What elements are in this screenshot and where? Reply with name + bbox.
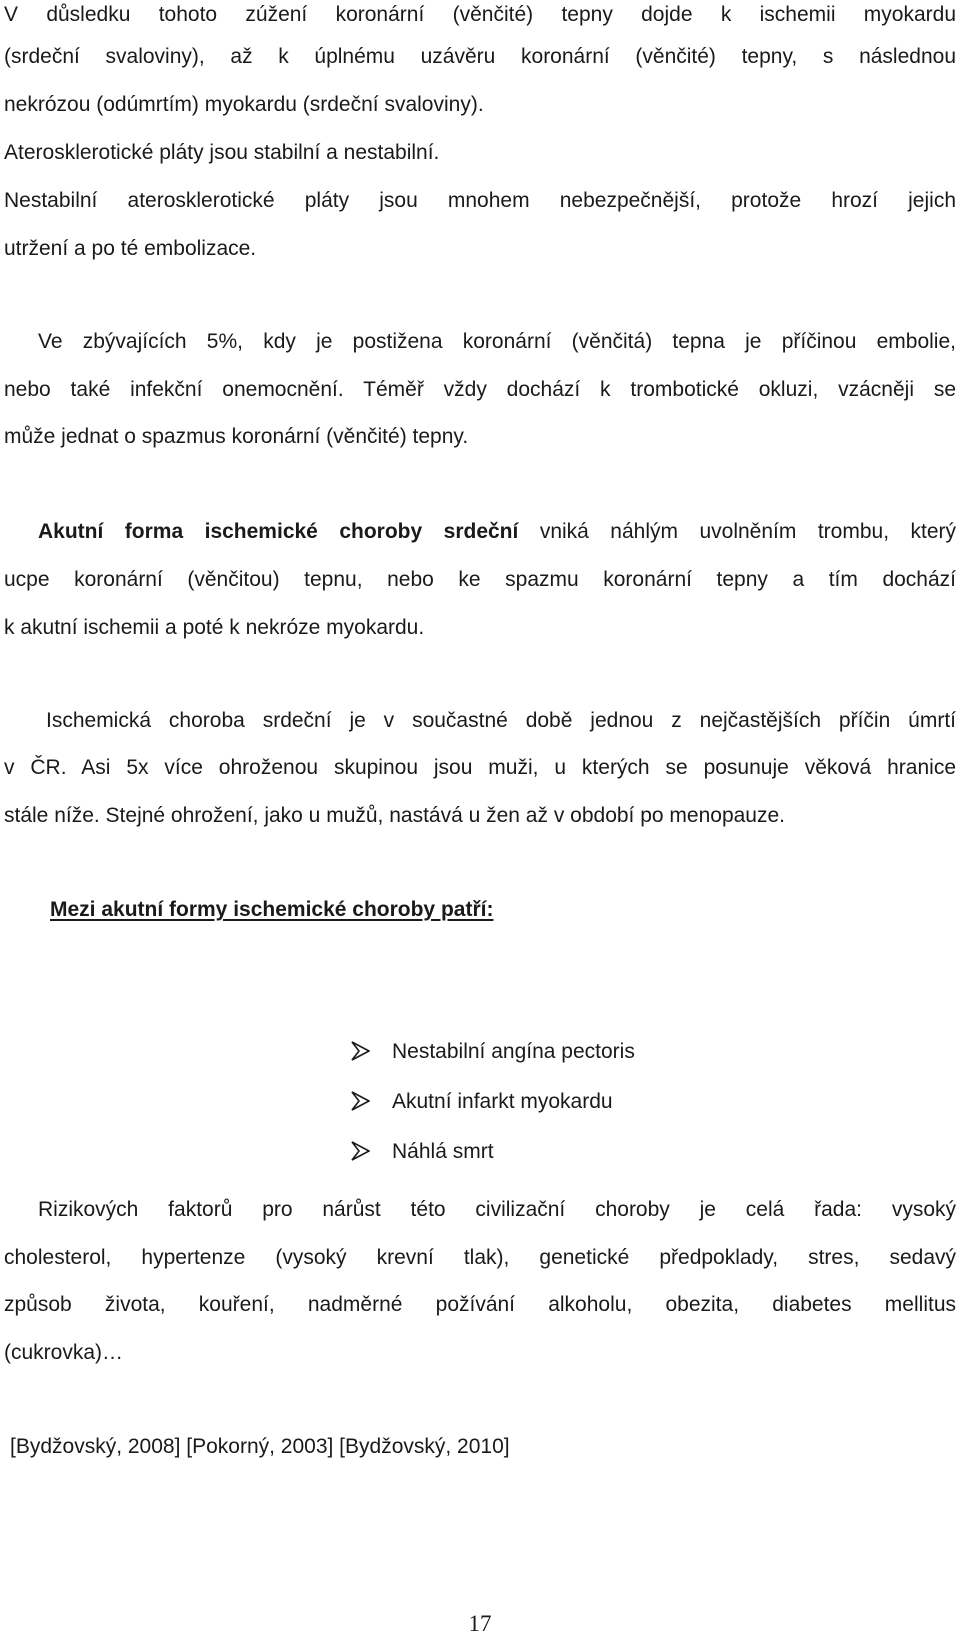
paragraph-6-line-3: stále níže. Stejné ohrožení, jako u mužů, nastává u žen až v období po menopauze. [4, 804, 785, 827]
paragraph-3-line-2: utržení a po té embolizace. [4, 237, 257, 260]
paragraph-7-line-4: (cukrovka)… [4, 1341, 124, 1364]
paragraph-5-line-2: ucpe koronární (věnčitou) tepnu, nebo ke spazmu koronární tepny a tím dochází [4, 568, 956, 591]
paragraph-3-line-1: Nestabilní aterosklerotické pláty jsou mnohem nebezpečnější, protože hrozí jejich [4, 189, 956, 212]
paragraph-7-line-1: Rizikových faktorů pro nárůst této civilizační choroby je celá řada: vysoký [38, 1198, 956, 1221]
paragraph-7-line-3: způsob života, kouření, nadměrné požívání alkoholu, obezita, diabetes mellitus [4, 1293, 956, 1316]
paragraph-1-line-2: (srdeční svaloviny), až k úplnému uzávěru koronární (věnčité) tepny, s následnou [4, 45, 956, 68]
list-item-label: Náhlá smrt [392, 1140, 494, 1163]
paragraph-4-line-3: může jednat o spazmus koronární (věnčité) tepny. [4, 425, 469, 448]
paragraph-6-line-1: Ischemická choroba srdeční je v součastné době jednou z nejčastějších příčin úmrtí [46, 709, 956, 732]
list-item-label: Nestabilní angína pectoris [392, 1040, 635, 1063]
citation: [Bydžovský, 2008] [Pokorný, 2003] [Bydžovský, 2010] [10, 1435, 510, 1458]
paragraph-2-line-1: Aterosklerotické pláty jsou stabilní a nestabilní. [4, 141, 440, 164]
paragraph-4-line-1: Ve zbývajících 5%, kdy je postižena koronární (věnčitá) tepna je příčinou embolie, [38, 330, 956, 353]
paragraph-1-line-3: nekrózou (odúmrtím) myokardu (srdeční svaloviny). [4, 93, 484, 116]
paragraph-5-line-1 [38, 517, 956, 547]
paragraph-5-line-1-rest: vniká náhlým uvolněním trombu, který [518, 520, 957, 543]
arrowhead-bullet-icon [350, 1041, 370, 1061]
paragraph-7-line-2: cholesterol, hypertenze (vysoký krevní tlak), genetické předpoklady, stres, sedavý [4, 1246, 956, 1269]
list-item-label: Akutní infarkt myokardu [392, 1090, 613, 1113]
paragraph-5-bold-lead: Akutní forma ischemické choroby srdeční [38, 520, 519, 543]
paragraph-4-line-2: nebo také infekční onemocnění. Téměř vždy dochází k trombotické okluzi, vzácněji se [4, 378, 956, 401]
section-heading: Mezi akutní formy ischemické choroby patří: [50, 898, 494, 921]
page-number: 17 [468, 1611, 492, 1636]
arrowhead-bullet-icon [350, 1091, 370, 1111]
paragraph-6-line-2: v ČR. Asi 5x více ohroženou skupinou jsou muži, u kterých se posunuje věková hranice [4, 756, 956, 779]
paragraph-5-line-3: k akutní ischemii a poté k nekróze myokardu. [4, 616, 425, 639]
paragraph-1-line-1: V důsledku tohoto zúžení koronární (věnčité) tepny dojde k ischemii myokardu [4, 3, 956, 26]
arrowhead-bullet-icon [350, 1141, 370, 1161]
